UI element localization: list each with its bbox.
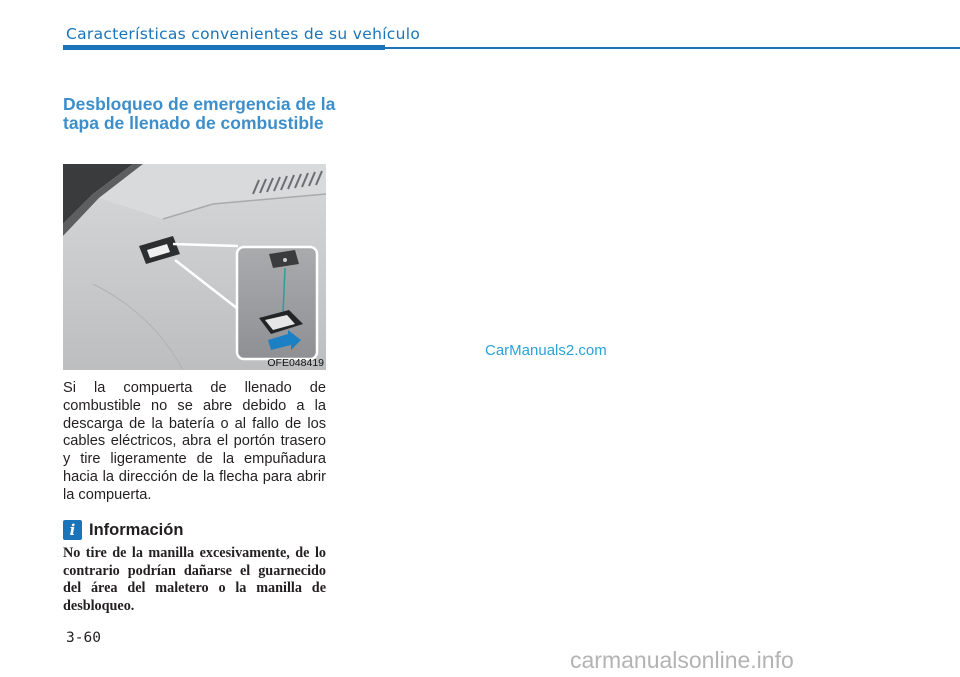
- info-heading: [63, 519, 183, 541]
- header-rule-thick: [63, 45, 385, 50]
- watermark-link[interactable]: CarManuals2.com: [485, 342, 607, 359]
- section-heading: Desbloqueo de emergencia de la tapa de llenado de combustible: [63, 94, 336, 133]
- body-paragraph: Si la compuerta de llenado de combustible no se abre debido a la descarga de la batería o al fallo de los cables eléctricos, abra el portón trasero y tire ligeramente de la empuñadura hacia la dirección de la flecha para abrir la compuerta.: [63, 380, 326, 503]
- page-number: 3-60: [66, 630, 101, 646]
- info-text: No tire de la manilla excesivamente, de lo contrario podrían dañarse el guarnecido del área del maletero o la manilla de desbloqueo.: [63, 545, 326, 614]
- footer-watermark: carmanualsonline.info: [570, 647, 794, 673]
- figure-code: OFE048419: [267, 357, 324, 369]
- info-title: Información: [89, 520, 184, 539]
- header-title: Características convenientes de su vehículo: [66, 25, 421, 43]
- figure: [63, 164, 326, 370]
- trunk-emergency-release-illustration: [63, 164, 326, 370]
- header-rule-thin: [385, 47, 960, 49]
- info-icon: i: [63, 520, 82, 540]
